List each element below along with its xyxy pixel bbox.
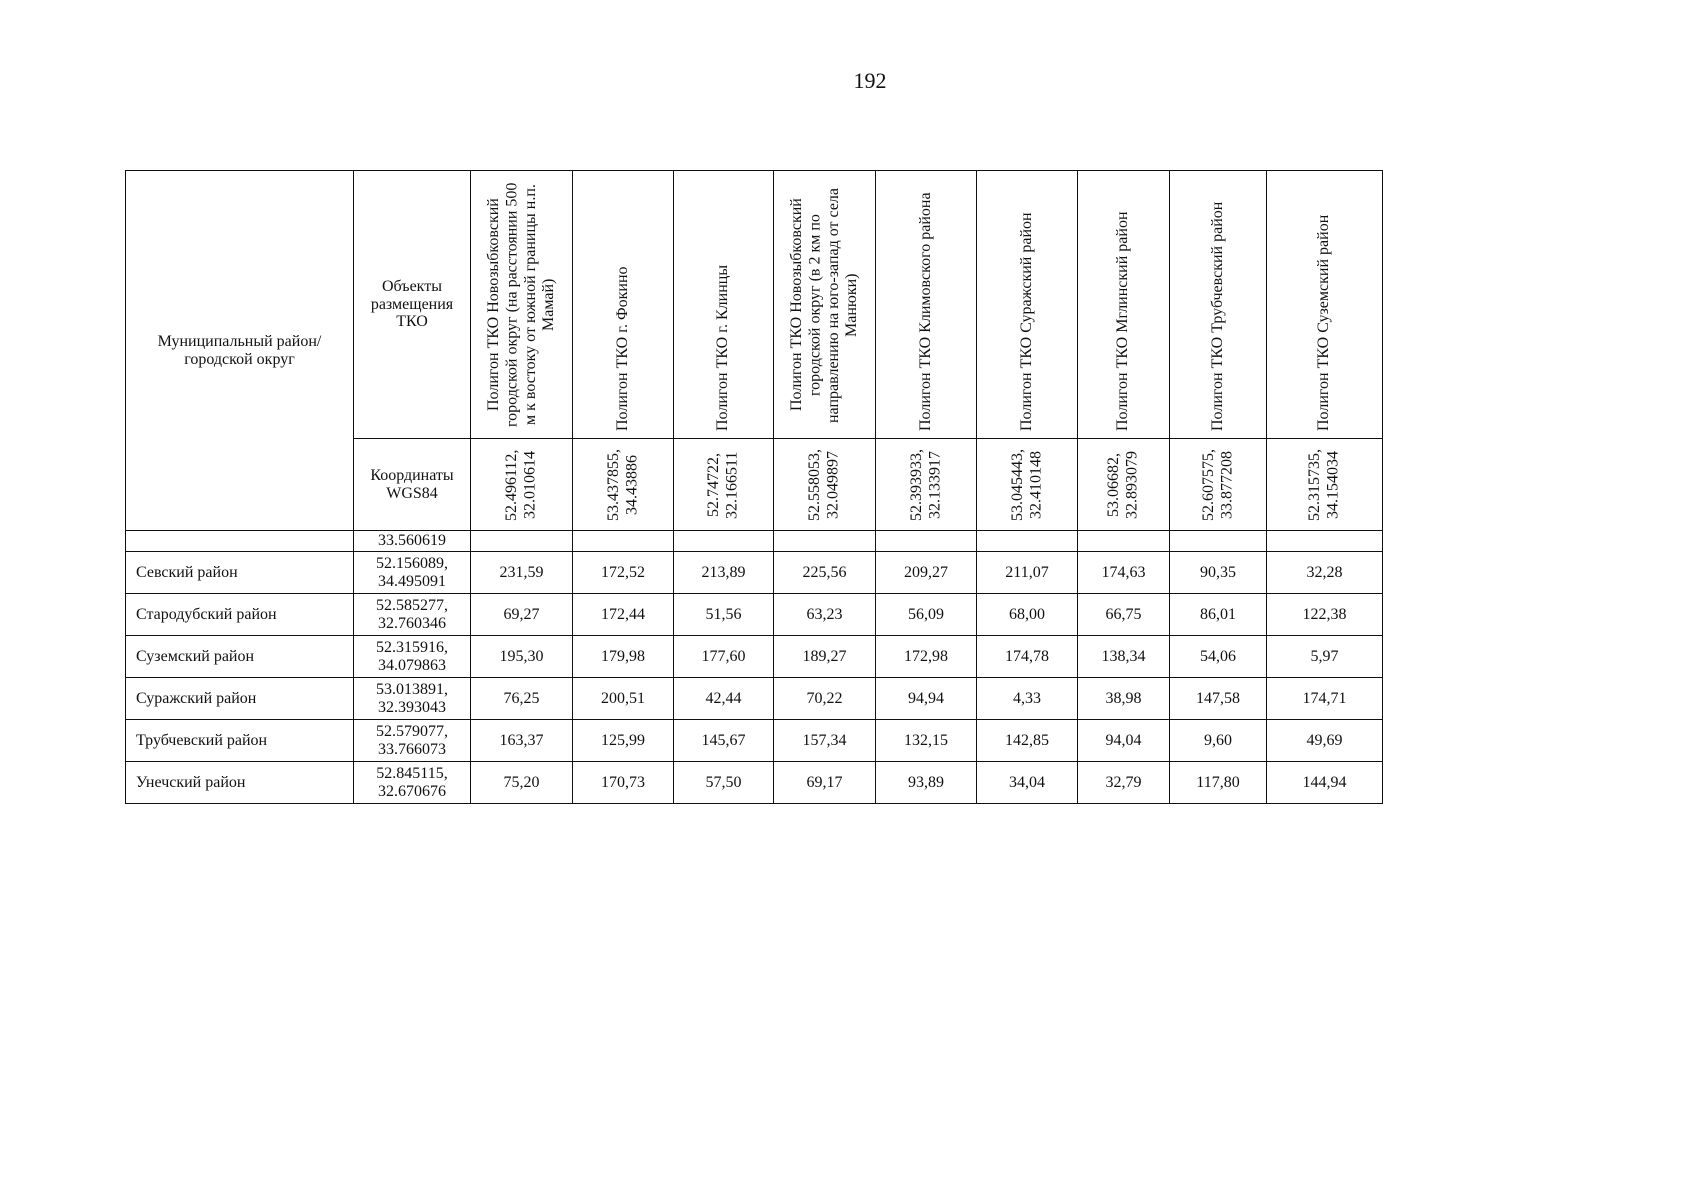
- district-coords: [354, 552, 471, 594]
- distance-value: 145,67: [674, 720, 774, 762]
- distance-value: 142,85: [977, 720, 1078, 762]
- district-latitude: 52.579077,: [376, 722, 448, 740]
- facility-name: Полигон ТКО г. Фокино: [613, 265, 631, 431]
- distance-value: 49,69: [1267, 720, 1383, 762]
- facility-header-8: [1170, 171, 1267, 439]
- facility-name: Полигон ТКО Мглинский район: [1114, 210, 1132, 431]
- distance-value: 70,22: [774, 678, 876, 720]
- facility-coords: 52.74722, 32.166511: [705, 450, 741, 519]
- distance-value: 157,34: [774, 720, 876, 762]
- facility-name: Полигон ТКО Новозыбковский городской округ (на расстоянии 500 м к востоку от южной границы н.п. Мамай): [484, 182, 557, 427]
- distance-value: 9,60: [1170, 720, 1267, 762]
- distance-value: 38,98: [1078, 678, 1170, 720]
- facility-coords-6: [977, 439, 1078, 531]
- distance-value: 189,27: [774, 636, 876, 678]
- continuation-empty-cell: [1170, 531, 1267, 552]
- facility-header-2: [573, 171, 674, 439]
- facility-name: Полигон ТКО Новозыбковский городской округ (в 2 км по направлению на юго-запад от села Манюки): [787, 187, 860, 423]
- facility-coords-8: [1170, 439, 1267, 531]
- facility-header-9: [1267, 171, 1383, 439]
- continuation-empty-cell: [1078, 531, 1170, 552]
- distance-value: 172,44: [573, 594, 674, 636]
- district-coords: [354, 594, 471, 636]
- facility-coords-5: [876, 439, 977, 531]
- district-coords: [354, 762, 471, 804]
- district-longitude: 32.393043: [378, 698, 446, 716]
- facility-header-1: [471, 171, 573, 439]
- distance-table: [125, 170, 1383, 804]
- distance-value: 177,60: [674, 636, 774, 678]
- district-name: Трубчевский район: [126, 720, 354, 762]
- facility-name: Полигон ТКО Климовского района: [916, 191, 934, 431]
- facility-name: Полигон ТКО г. Клинцы: [714, 264, 732, 431]
- distance-value: 147,58: [1170, 678, 1267, 720]
- distance-value: 138,34: [1078, 636, 1170, 678]
- district-latitude: 52.585277,: [376, 596, 448, 614]
- distance-value: 51,56: [674, 594, 774, 636]
- table-row: [126, 720, 1383, 762]
- continuation-empty-cell: [674, 531, 774, 552]
- district-name: Севский район: [126, 552, 354, 594]
- district-name: Суражский район: [126, 678, 354, 720]
- continuation-empty-cell: [573, 531, 674, 552]
- distance-value: 209,27: [876, 552, 977, 594]
- distance-value: 66,75: [1078, 594, 1170, 636]
- facility-coords-4: [774, 439, 876, 531]
- distance-value: 42,44: [674, 678, 774, 720]
- distance-value: 125,99: [573, 720, 674, 762]
- distance-value: 34,04: [977, 762, 1078, 804]
- distance-value: 211,07: [977, 552, 1078, 594]
- facility-coords: 53.06682, 32.893079: [1105, 450, 1141, 519]
- district-column-header: Муниципальный район/городской округ: [126, 171, 354, 531]
- facility-name: Полигон ТКО Суражский район: [1017, 211, 1035, 431]
- distance-value: 4,33: [977, 678, 1078, 720]
- distance-value: 94,04: [1078, 720, 1170, 762]
- continuation-district-cell: [126, 531, 354, 552]
- objects-label: Объекты размещения ТКО: [354, 171, 471, 439]
- distance-value: 174,78: [977, 636, 1078, 678]
- facility-header-7: [1078, 171, 1170, 439]
- distance-value: 117,80: [1170, 762, 1267, 804]
- distance-value: 69,17: [774, 762, 876, 804]
- district-longitude: 32.760346: [378, 614, 446, 632]
- continuation-empty-cell: [774, 531, 876, 552]
- distance-value: 63,23: [774, 594, 876, 636]
- distance-value: 93,89: [876, 762, 977, 804]
- facility-coords: 53.045443, 32.410148: [1008, 448, 1044, 521]
- facility-coords-9: [1267, 439, 1383, 531]
- facility-coords: 53.437855, 34.43886: [604, 448, 640, 521]
- facility-name: Полигон ТКО Трубчевский район: [1208, 201, 1226, 431]
- distance-value: 5,97: [1267, 636, 1383, 678]
- facility-coords: 52.315735, 34.154034: [1306, 448, 1342, 521]
- table-row: [126, 594, 1383, 636]
- distance-value: 225,56: [774, 552, 876, 594]
- district-coords: [354, 720, 471, 762]
- continuation-coord-cell: 33.560619: [354, 531, 471, 552]
- facility-name: Полигон ТКО Суземский район: [1315, 214, 1333, 431]
- distance-value: 195,30: [471, 636, 573, 678]
- district-latitude: 52.156089,: [376, 554, 448, 572]
- distance-value: 172,52: [573, 552, 674, 594]
- table-row: [126, 552, 1383, 594]
- distance-value: 179,98: [573, 636, 674, 678]
- distance-value: 170,73: [573, 762, 674, 804]
- distance-value: 57,50: [674, 762, 774, 804]
- district-name: Суземский район: [126, 636, 354, 678]
- facility-header-4: [774, 171, 876, 439]
- distance-value: 200,51: [573, 678, 674, 720]
- table-row: [126, 636, 1383, 678]
- continuation-empty-cell: [471, 531, 573, 552]
- distance-value: 231,59: [471, 552, 573, 594]
- distance-value: 75,20: [471, 762, 573, 804]
- table-row: [126, 678, 1383, 720]
- distance-value: 54,06: [1170, 636, 1267, 678]
- distance-value: 122,38: [1267, 594, 1383, 636]
- district-coords: [354, 636, 471, 678]
- continuation-empty-cell: [1267, 531, 1383, 552]
- district-longitude: 32.670676: [378, 782, 446, 800]
- district-name: Унечский район: [126, 762, 354, 804]
- distance-value: 213,89: [674, 552, 774, 594]
- facility-coords: 52.607575, 33.877208: [1199, 448, 1235, 521]
- district-name: Стародубский район: [126, 594, 354, 636]
- district-longitude: 33.766073: [378, 740, 446, 758]
- distance-value: 69,27: [471, 594, 573, 636]
- facility-coords-1: [471, 439, 573, 531]
- district-latitude: 52.845115,: [376, 764, 448, 782]
- district-latitude: 52.315916,: [376, 638, 448, 656]
- distance-value: 163,37: [471, 720, 573, 762]
- facility-header-3: [674, 171, 774, 439]
- coords-label: Координаты WGS84: [354, 439, 471, 531]
- facility-coords: 52.558053, 32.049897: [806, 448, 842, 521]
- continuation-empty-cell: [977, 531, 1078, 552]
- distance-value: 172,98: [876, 636, 977, 678]
- distance-value: 94,94: [876, 678, 977, 720]
- distance-value: 132,15: [876, 720, 977, 762]
- page-number: 192: [853, 68, 887, 93]
- distance-value: 90,35: [1170, 552, 1267, 594]
- facility-coords-3: [674, 439, 774, 531]
- distance-value: 32,28: [1267, 552, 1383, 594]
- distance-value: 76,25: [471, 678, 573, 720]
- facility-coords: 52.496112, 32.010614: [503, 448, 539, 521]
- facility-header-6: [977, 171, 1078, 439]
- continuation-empty-cell: [876, 531, 977, 552]
- district-coords: [354, 678, 471, 720]
- table-row: [126, 762, 1383, 804]
- facility-coords: 52.393933, 32.133917: [907, 448, 943, 521]
- district-longitude: 34.079863: [378, 656, 446, 674]
- district-longitude: 34.495091: [378, 572, 446, 590]
- distance-value: 86,01: [1170, 594, 1267, 636]
- distance-value: 174,63: [1078, 552, 1170, 594]
- distance-value: 68,00: [977, 594, 1078, 636]
- distance-value: 32,79: [1078, 762, 1170, 804]
- distance-value: 174,71: [1267, 678, 1383, 720]
- distance-value: 56,09: [876, 594, 977, 636]
- facility-header-5: [876, 171, 977, 439]
- facility-coords-7: [1078, 439, 1170, 531]
- distance-value: 144,94: [1267, 762, 1383, 804]
- district-latitude: 53.013891,: [376, 680, 448, 698]
- facility-coords-2: [573, 439, 674, 531]
